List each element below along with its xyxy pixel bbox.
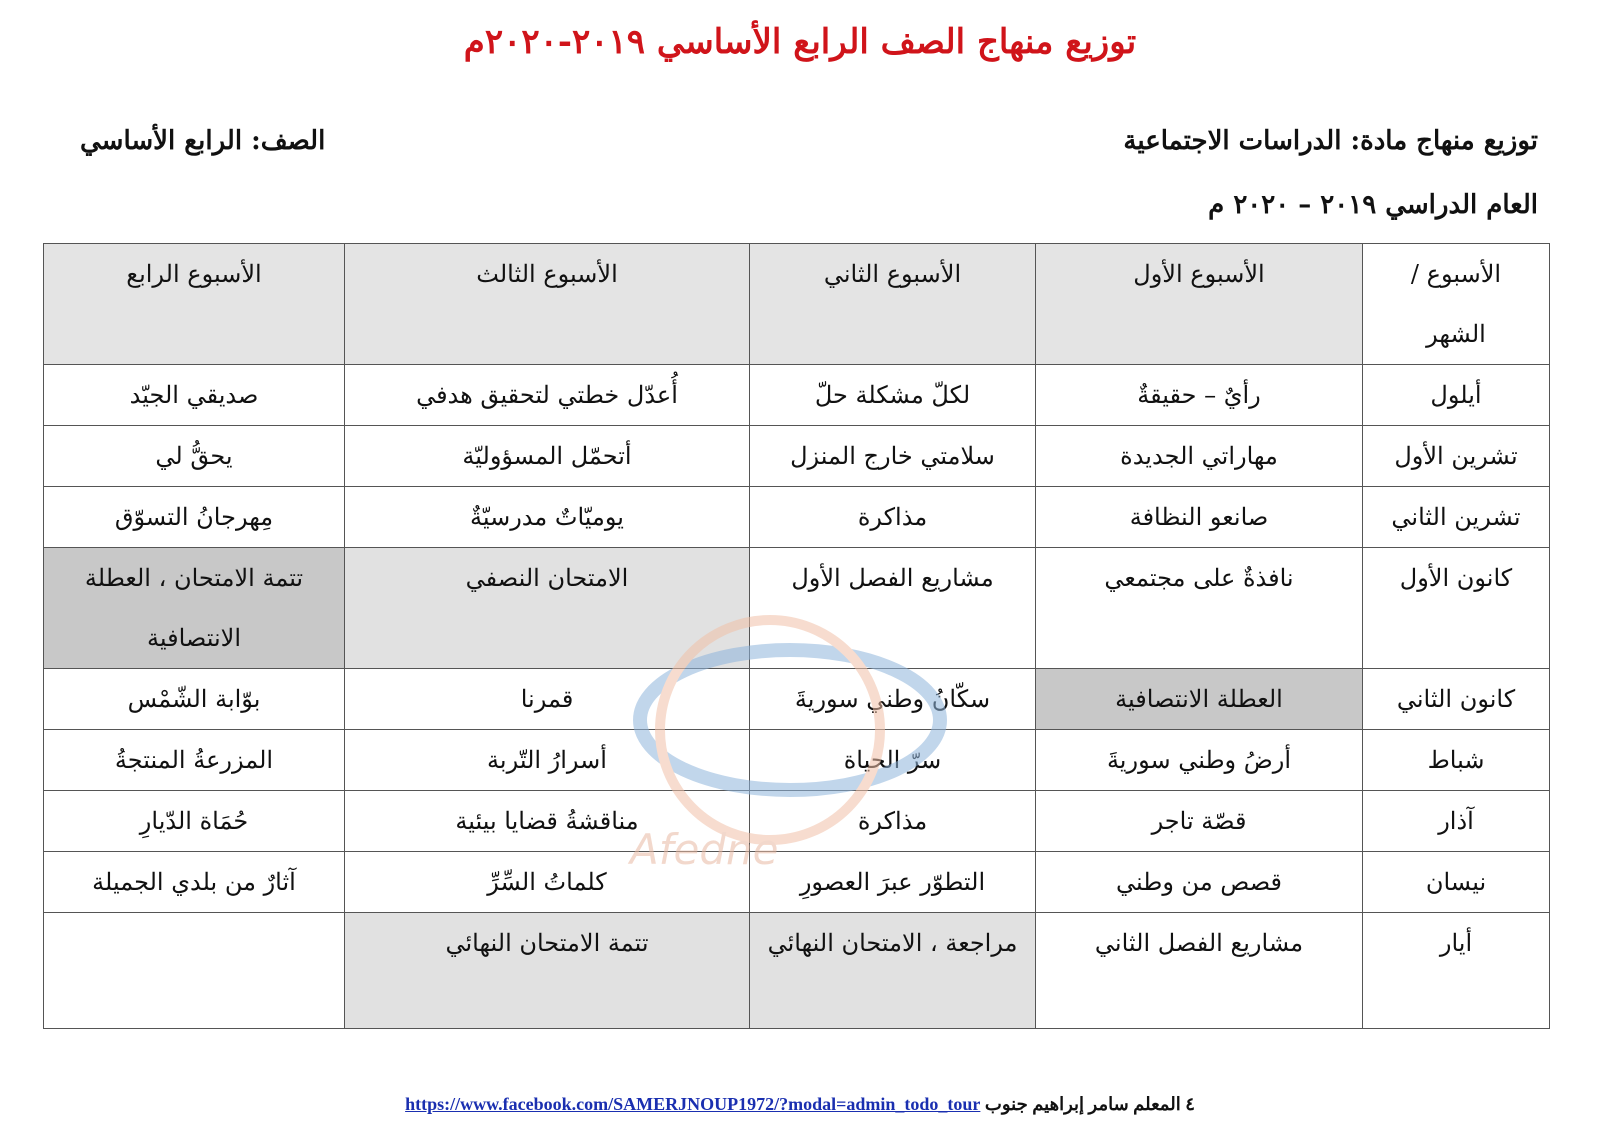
lesson-cell: لكلّ مشكلة حلّ [750,365,1036,426]
lesson-cell: سرّ الحياة [750,730,1036,791]
lesson-cell: صديقي الجيّد [44,365,345,426]
week-header-1: الأسبوع الأول [1036,244,1363,365]
corner-header-week: الأسبوع / [1410,260,1502,288]
lesson-cell: كلماتُ السِّرِّ [345,852,750,913]
month-cell: كانون الأول [1363,548,1550,669]
exam-cell: تتمة الامتحان ، العطلة الانتصافية [44,548,345,669]
table-header-row [44,244,1550,365]
lesson-cell: سلامتي خارج المنزل [750,426,1036,487]
table-row [44,669,1550,730]
month-cell: شباط [1363,730,1550,791]
week-header-3: الأسبوع الثالث [345,244,750,365]
lesson-cell: قصّة تاجر [1036,791,1363,852]
lesson-cell: التطوّر عبرَ العصورِ [750,852,1036,913]
class-label: الصف: الرابع الأساسي [80,126,326,156]
lesson-cell: مِهرجانُ التسوّق [44,487,345,548]
empty-cell [44,913,345,1029]
table-row [44,730,1550,791]
lesson-cell: نافذةٌ على مجتمعي [1036,548,1363,669]
month-cell: تشرين الثاني [1363,487,1550,548]
exam-cell: تتمة الامتحان النهائي [345,913,750,1029]
lesson-cell: المزرعةُ المنتجةُ [44,730,345,791]
lesson-cell: أسرارُ التّربة [345,730,750,791]
curriculum-table [43,243,1550,1029]
review-cell: مذاكرة [750,487,1036,548]
lesson-cell: مناقشةُ قضايا بيئية [345,791,750,852]
month-cell: آذار [1363,791,1550,852]
lesson-cell: سكّانُ وطني سوريةَ [750,669,1036,730]
lesson-cell: أرضُ وطني سوريةَ [1036,730,1363,791]
month-cell: تشرين الأول [1363,426,1550,487]
lesson-cell: يحقُّ لي [44,426,345,487]
lesson-cell: آثارٌ من بلدي الجميلة [44,852,345,913]
footer [0,1094,1600,1115]
subject-label: توزيع منهاج مادة: الدراسات الاجتماعية [1123,126,1538,156]
holiday-cell: العطلة الانتصافية [1036,669,1363,730]
lesson-cell: أتحمّل المسؤوليّة [345,426,750,487]
page-title: توزيع منهاج الصف الرابع الأساسي ٢٠١٩-٢٠٢٠م [463,22,1137,62]
lesson-cell: مهاراتي الجديدة [1036,426,1363,487]
facebook-link[interactable]: https://www.facebook.com/SAMERJNOUP1972/?modal=admin_todo_tour [405,1094,981,1114]
table-row [44,913,1550,1029]
watermark-text: Afedne [630,825,779,874]
table-row [44,791,1550,852]
exam-cell: الامتحان النصفي [345,548,750,669]
week-header-2: الأسبوع الثاني [750,244,1036,365]
corner-header-month: الشهر [1426,320,1486,348]
lesson-cell: رأيٌ – حقيقةٌ [1036,365,1363,426]
lesson-cell: مشاريع الفصل الأول [750,548,1036,669]
month-cell: أيار [1363,913,1550,1029]
table-row [44,487,1550,548]
week-header-4: الأسبوع الرابع [44,244,345,365]
corner-header-cell [1363,244,1550,365]
lesson-cell: بوّابة الشّمْس [44,669,345,730]
lesson-cell: قمرنا [345,669,750,730]
table-row [44,852,1550,913]
lesson-cell: صانعو النظافة [1036,487,1363,548]
lesson-cell: حُمَاة الدّيارِ [44,791,345,852]
lesson-cell: أُعدّل خطتي لتحقيق هدفي [345,365,750,426]
table-row [44,365,1550,426]
table-row [44,548,1550,669]
school-year-label: العام الدراسي ٢٠١٩ – ٢٠٢٠ م [1208,190,1538,220]
month-cell: أيلول [1363,365,1550,426]
lesson-cell: قصص من وطني [1036,852,1363,913]
exam-cell: مراجعة ، الامتحان النهائي [750,913,1036,1029]
month-cell: نيسان [1363,852,1550,913]
month-cell: كانون الثاني [1363,669,1550,730]
review-cell: مذاكرة [750,791,1036,852]
lesson-cell: يوميّاتٌ مدرسيّةٌ [345,487,750,548]
footer-teacher: ٤ المعلم سامر إبراهيم جنوب [984,1094,1195,1114]
lesson-cell: مشاريع الفصل الثاني [1036,913,1363,1029]
table-row [44,426,1550,487]
